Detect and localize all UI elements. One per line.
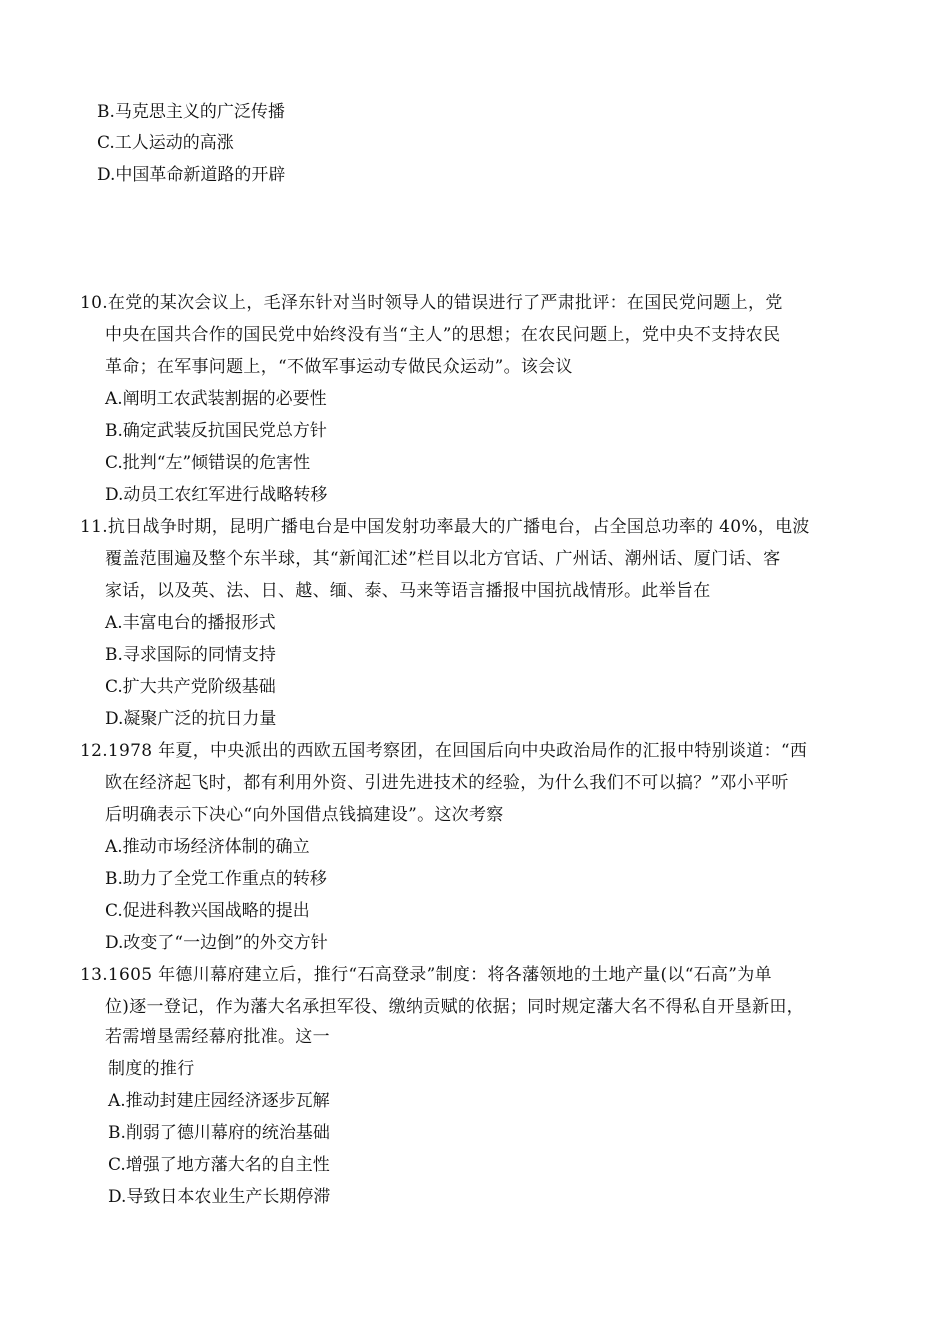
q13-option-a[interactable]: A.推动封建庄园经济逐步瓦解	[108, 1091, 330, 1111]
q13-stem-line: 若需增垦需经幕府批准。这一	[105, 1027, 330, 1047]
q13-option-d[interactable]: D.导致日本农业生产长期停滞	[108, 1187, 331, 1207]
q10-option-a[interactable]: A.阐明工农武装割据的必要性	[105, 389, 327, 409]
q12-stem-line: 12.1978 年夏，中央派出的西欧五国考察团，在回国后向中央政治局作的汇报中特别谈道：“西	[80, 741, 808, 761]
q12-option-b[interactable]: B.助力了全党工作重点的转移	[105, 869, 327, 889]
q9-option-b[interactable]: B.马克思主义的广泛传播	[97, 102, 285, 122]
q12-stem-line: 欧在经济起飞时，都有利用外资、引进先进技术的经验，为什么我们不可以搞？”邓小平听	[105, 773, 789, 793]
q10-stem-line: 10.在党的某次会议上，毛泽东针对当时领导人的错误进行了严肃批评：在国民党问题上，党	[80, 293, 783, 313]
q11-stem-line: 11.抗日战争时期，昆明广播电台是中国发射功率最大的广播电台，占全国总功率的 40%，电波	[80, 517, 810, 537]
q10-option-d[interactable]: D.动员工农红军进行战略转移	[105, 485, 328, 505]
q13-stem-line: 13.1605 年德川幕府建立后，推行“石高登录”制度：将各藩领地的土地产量(以“石高”为单	[80, 965, 772, 985]
q10-option-b[interactable]: B.确定武装反抗国民党总方针	[105, 421, 327, 441]
q9-option-c[interactable]: C.工人运动的高涨	[97, 133, 234, 153]
q11-option-c[interactable]: C.扩大共产党阶级基础	[105, 677, 276, 697]
q11-stem-line: 家话，以及英、法、日、越、缅、泰、马来等语言播报中国抗战情形。此举旨在	[105, 581, 711, 601]
q13-stem-line: 制度的推行	[108, 1059, 195, 1079]
q11-option-b[interactable]: B.寻求国际的同情支持	[105, 645, 276, 665]
q13-option-c[interactable]: C.增强了地方藩大名的自主性	[108, 1155, 330, 1175]
q11-stem-line: 覆盖范围遍及整个东半球，其“新闻汇述”栏目以北方官话、广州话、潮州话、厦门话、客	[105, 549, 781, 569]
q13-option-b[interactable]: B.削弱了德川幕府的统治基础	[108, 1123, 330, 1143]
q10-option-c[interactable]: C.批判“左”倾错误的危害性	[105, 453, 311, 473]
q12-option-c[interactable]: C.促进科教兴国战略的提出	[105, 901, 310, 921]
q9-option-d[interactable]: D.中国革命新道路的开辟	[97, 165, 286, 185]
q10-stem-line: 中央在国共合作的国民党中始终没有当“主人”的思想；在农民问题上，党中央不支持农民	[105, 325, 781, 345]
q12-option-a[interactable]: A.推动市场经济体制的确立	[105, 837, 310, 857]
q10-stem-line: 革命；在军事问题上，“不做军事运动专做民众运动”。该会议	[105, 357, 573, 377]
q11-option-d[interactable]: D.凝聚广泛的抗日力量	[105, 709, 277, 729]
q13-stem-line: 位)逐一登记，作为藩大名承担军役、缴纳贡赋的依据；同时规定藩大名不得私自开垦新田，	[105, 997, 804, 1017]
q11-option-a[interactable]: A.丰富电台的播报形式	[105, 613, 276, 633]
q12-stem-line: 后明确表示下决心“向外国借点钱搞建设”。这次考察	[105, 805, 504, 825]
q12-option-d[interactable]: D.改变了“一边倒”的外交方针	[105, 933, 328, 953]
